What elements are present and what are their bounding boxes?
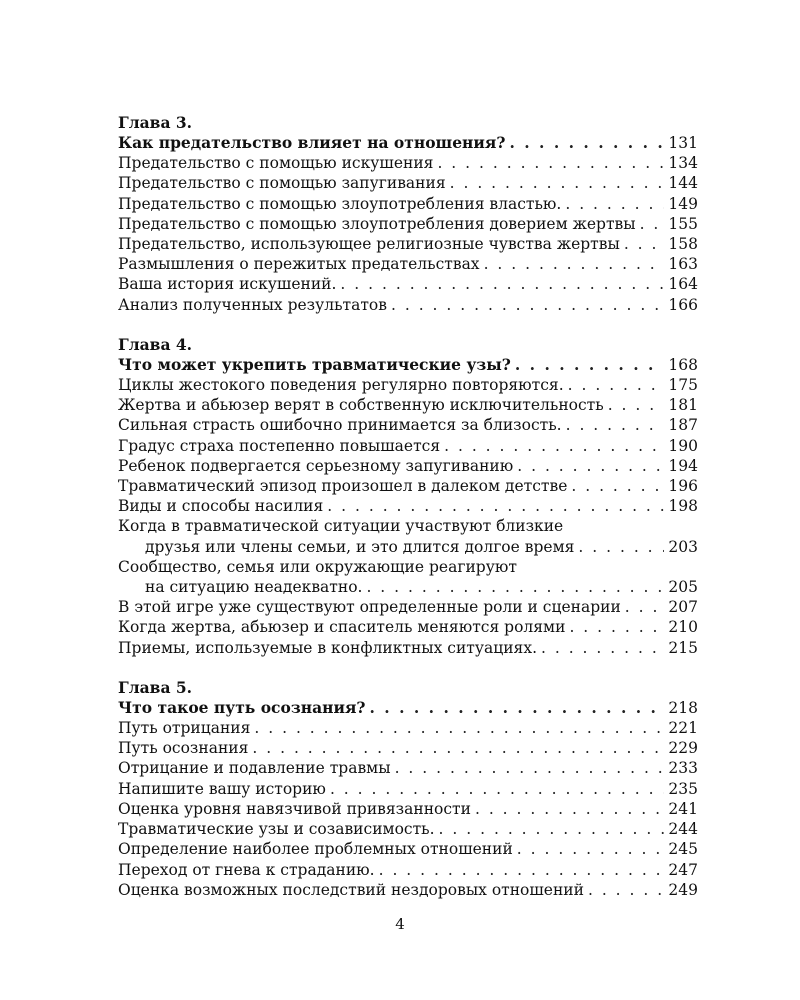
toc-entry-text: Жертва и абьюзер верят в собственную исключительность (118, 396, 604, 415)
chapter-title: Как предательство влияет на отношения? (118, 133, 506, 152)
toc-entry (118, 436, 698, 456)
toc-entry (118, 758, 698, 778)
page-ref: 203 (668, 537, 698, 556)
toc-entry-text: Напишите вашу историю (118, 779, 326, 798)
leader-dots (437, 153, 664, 173)
toc-entry (118, 254, 698, 274)
toc-entry (118, 395, 698, 415)
toc-entry-text: Травматические узы и созависимость. (118, 820, 435, 839)
leader-dots (565, 194, 664, 214)
toc-entry (118, 617, 698, 637)
leader-dots (395, 758, 664, 778)
page-ref: 190 (668, 436, 698, 455)
chapter-section (118, 113, 698, 315)
toc-entry (118, 496, 698, 516)
chapter-title-row (118, 355, 698, 375)
chapter-title-row (118, 698, 698, 718)
page-ref: 218 (668, 698, 698, 717)
toc-entry-text: Предательство с помощью злоупотребления властью. (118, 194, 562, 213)
leader-dots (366, 577, 664, 597)
toc-entry (118, 234, 698, 254)
leader-dots (624, 234, 664, 254)
leader-dots (608, 395, 664, 415)
toc-entry-text: Градус страха постепенно повышается (118, 436, 441, 455)
chapter-label: Глава 4. (118, 334, 193, 354)
page-ref: 181 (668, 396, 698, 415)
chapter-title: Что такое путь осознания? (118, 697, 366, 717)
toc-entry-text: Предательство с помощью искушения (118, 154, 434, 173)
toc-entry-text: Сообщество, семья или окружающие реагируют (118, 557, 517, 576)
toc-entry-continuation: друзья или члены семьи, и это длится долгое время (145, 537, 575, 556)
toc-entry (118, 375, 698, 395)
toc-entry (118, 537, 698, 557)
page-ref: 249 (668, 880, 698, 899)
page-ref: 229 (668, 739, 698, 758)
chapter-title: Что может укрепить травматические узы? (118, 354, 511, 374)
table-of-contents (118, 113, 698, 920)
page-ref: 149 (668, 194, 698, 213)
page-ref: 155 (668, 214, 698, 233)
leader-dots (475, 799, 664, 819)
toc-entry (118, 214, 698, 234)
toc-entry-text: Путь осознания (118, 739, 249, 758)
toc-entry-text: Предательство с помощью запугивания (118, 174, 446, 193)
toc-entry (118, 638, 698, 658)
leader-dots (252, 738, 664, 758)
leader-dots (509, 133, 664, 153)
chapter-label: Глава 3. (118, 113, 193, 132)
page-ref: 235 (668, 779, 698, 798)
chapter-label: Глава 5. (118, 677, 193, 697)
toc-entry (118, 738, 698, 758)
toc-entry-text: В этой игре уже существуют определенные роли и сценарии (118, 598, 621, 617)
toc-entry (118, 779, 698, 799)
toc-entry-text: Виды и способы насилия (118, 497, 324, 516)
page-ref: 134 (668, 154, 698, 173)
leader-dots (330, 779, 664, 799)
toc-entry-text: Оценка уровня навязчивой привязанности (118, 799, 471, 818)
leader-dots (379, 860, 664, 880)
page-ref: 166 (668, 295, 698, 314)
chapter-section (118, 335, 698, 658)
page-ref: 196 (668, 477, 698, 496)
page-ref: 244 (668, 820, 698, 839)
toc-entry-text: Предательство с помощью злоупотребления доверием жертвы (118, 214, 636, 233)
leader-dots (517, 839, 664, 859)
page-ref: 175 (668, 376, 698, 395)
toc-entry-text: Ребенок подвергается серьезному запугиванию (118, 456, 514, 475)
toc-entry-text: Определение наиболее проблемных отношений (118, 840, 513, 859)
leader-dots (439, 819, 664, 839)
toc-entry-text: Отрицание и подавление травмы (118, 759, 391, 778)
toc-entry-text: Размышления о пережитых предательствах (118, 255, 480, 274)
toc-entry-text: Циклы жестокого поведения регулярно повторяются. (118, 376, 564, 395)
leader-dots (640, 214, 664, 234)
toc-entry-continuation: на ситуацию неадекватно. (145, 578, 363, 597)
leader-dots (391, 295, 664, 315)
leader-dots (484, 254, 664, 274)
toc-entry-text: Анализ полученных результатов (118, 295, 387, 314)
toc-entry (118, 718, 698, 738)
toc-entry-text: Переход от гнева к страданию. (118, 860, 375, 879)
leader-dots (588, 880, 664, 900)
leader-dots (340, 274, 664, 294)
leader-dots (568, 375, 664, 395)
toc-entry (118, 819, 698, 839)
leader-dots (327, 496, 664, 516)
toc-entry-text: Травматический эпизод произошел в далеком детстве (118, 477, 568, 496)
leader-dots (444, 436, 664, 456)
page-ref: 245 (668, 840, 698, 859)
toc-entry (118, 456, 698, 476)
chapter-title-row (118, 133, 698, 153)
page-ref: 198 (668, 497, 698, 516)
toc-entry (118, 476, 698, 496)
toc-entry (118, 880, 698, 900)
toc-entry (118, 415, 698, 435)
page-ref: 210 (668, 618, 698, 637)
leader-dots (569, 617, 664, 637)
toc-entry-text: Когда в травматической ситуации участвуют близкие (118, 517, 564, 536)
page-ref: 144 (668, 174, 698, 193)
page-ref: 241 (668, 799, 698, 818)
toc-entry (118, 173, 698, 193)
page-ref: 247 (668, 860, 698, 879)
page-ref: 187 (668, 416, 698, 435)
page-ref: 207 (668, 598, 698, 617)
page-ref: 131 (668, 134, 698, 152)
toc-entry (118, 295, 698, 315)
toc-entry-text: Приемы, используемые в конфликтных ситуациях. (118, 638, 537, 657)
page-ref: 164 (668, 275, 698, 294)
toc-entry-text: Когда жертва, абьюзер и спаситель меняются ролями (118, 618, 566, 637)
toc-entry (118, 577, 698, 597)
page-ref: 221 (668, 719, 698, 738)
toc-entry-text: Путь отрицания (118, 719, 251, 738)
page-ref: 163 (668, 255, 698, 274)
page-ref: 168 (668, 355, 698, 374)
toc-entry-text: Оценка возможных последствий нездоровых отношений (118, 880, 584, 899)
page-ref: 205 (668, 578, 698, 597)
leader-dots (517, 456, 664, 476)
toc-entry (118, 153, 698, 173)
toc-entry-text: Сильная страсть ошибочно принимается за близость. (118, 416, 562, 435)
page-ref: 215 (668, 638, 698, 657)
toc-entry (118, 597, 698, 617)
leader-dots (571, 476, 664, 496)
page-number: 4 (395, 915, 405, 933)
page-ref: 158 (668, 235, 698, 254)
leader-dots (370, 698, 665, 718)
page-ref: 194 (668, 456, 698, 475)
toc-entry-text: Ваша история искушений. (118, 275, 337, 294)
toc-entry (118, 194, 698, 214)
leader-dots (254, 718, 664, 738)
toc-entry (118, 839, 698, 859)
toc-entry-text: Предательство, использующее религиозные чувства жертвы (118, 235, 620, 254)
leader-dots (515, 355, 664, 375)
toc-entry (118, 274, 698, 294)
toc-entry (118, 799, 698, 819)
page-ref: 233 (668, 759, 698, 778)
chapter-section (118, 678, 698, 900)
leader-dots (566, 415, 664, 435)
leader-dots (450, 173, 664, 193)
toc-entry (118, 860, 698, 880)
leader-dots (578, 537, 664, 557)
leader-dots (541, 638, 664, 658)
leader-dots (625, 597, 664, 617)
